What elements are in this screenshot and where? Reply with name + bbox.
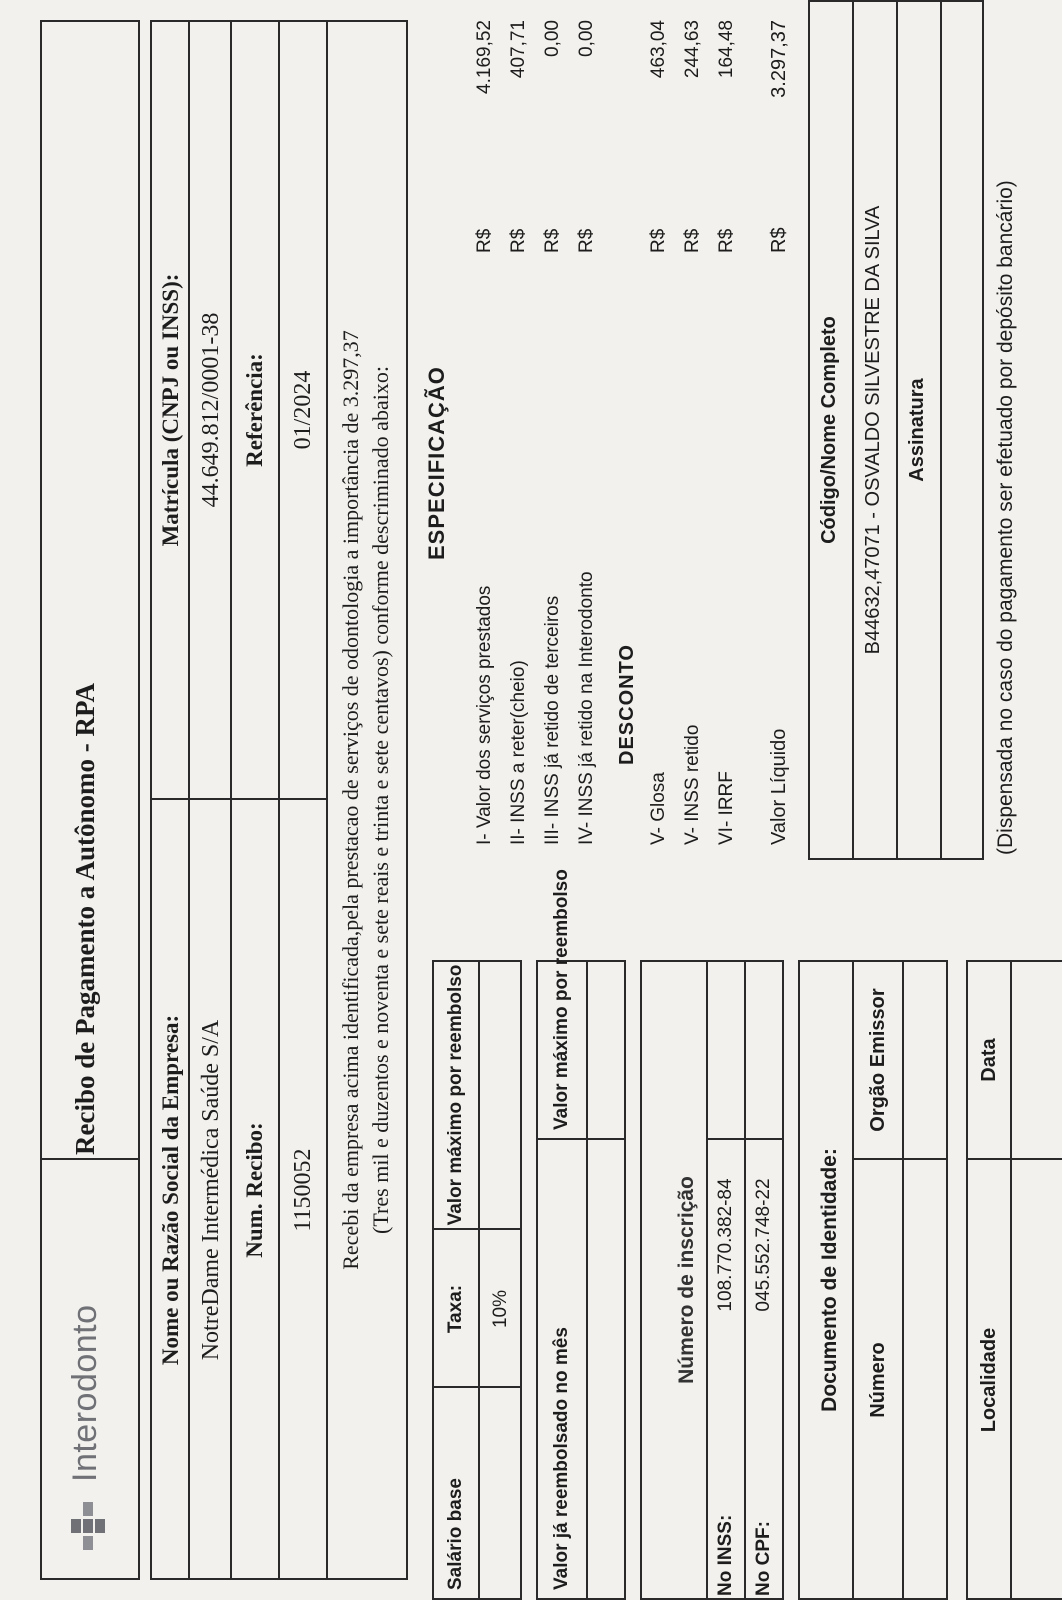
spec-item-label: I- Valor dos serviços prestados	[474, 585, 495, 845]
registration-number-label: Número de inscrição	[675, 1176, 698, 1384]
statement-line-1: Recebi da empresa acima identificada,pela prestacao de serviços de odontologia a importância de 3.297,37	[338, 330, 363, 1270]
discount-item-value: 244,63	[682, 20, 703, 79]
doc-number-label: Número	[867, 1342, 889, 1418]
issuer-label: Orgão Emissor	[867, 988, 889, 1132]
discount-item-label: VI- IRRF	[716, 771, 737, 845]
cpf-label: No CPF:	[753, 1521, 774, 1596]
statement-line-2: (Tres mil e duzentos e noventa e sete reais e trinta e sete centavos) conforme descriminado abaixo:	[368, 366, 393, 1234]
interodonto-logo-icon	[66, 1480, 111, 1550]
spec-item-currency: R$	[542, 228, 563, 253]
spec-item-currency: R$	[576, 228, 597, 253]
company-name: NotreDame Intermédica Saúde S/A	[198, 1019, 224, 1361]
discount-item-label: V- Glosa	[648, 772, 669, 845]
spec-item-label: II- INSS a reter(cheio)	[508, 660, 529, 845]
spec-item-currency: R$	[474, 228, 495, 253]
spec-item-label: IV- INSS já retido na Interodonto	[576, 571, 597, 845]
reference-value: 01/2024	[290, 370, 316, 450]
discount-item-label: V- INSS retido	[682, 724, 703, 845]
rate-label: Taxa:	[445, 1284, 466, 1334]
discount-item-value: 463,04	[648, 20, 669, 79]
locality-label: Localidade	[978, 1327, 1000, 1433]
rate-value: 10%	[490, 1289, 511, 1329]
discount-item-currency: R$	[716, 228, 737, 253]
discount-item-value: 164,48	[716, 20, 737, 79]
brand-logo	[66, 1480, 111, 1550]
company-name-label: Nome ou Razão Social da Empresa:	[158, 1014, 183, 1366]
cpf-number: 045.552.748-22	[753, 1178, 774, 1312]
identity-doc-label: Documento de Identidade:	[818, 1148, 841, 1412]
max-reimbursement-label: Valor máximo por reembolso	[445, 964, 466, 1226]
code-name-value: B44632,47071 - OSVALDO SILVESTRE DA SILVA	[862, 205, 884, 655]
reimbursed-table	[536, 960, 626, 1600]
date-label: Data	[978, 1038, 1000, 1082]
page-title: Recibo de Pagamento a Autônomo - RPA	[70, 683, 100, 1155]
inss-label: No INSS:	[715, 1514, 736, 1596]
spec-item-value: 407,71	[508, 20, 529, 79]
inss-number: 108.770.382-84	[715, 1178, 736, 1312]
discount-title: DESCONTO	[616, 644, 638, 765]
spec-title: ESPECIFICAÇÃO	[424, 366, 449, 560]
company-registration: 44.649.812/0001-38	[198, 312, 224, 508]
brand-name: Interodonto	[66, 1304, 104, 1482]
discount-item-currency: R$	[682, 228, 703, 253]
net-value-label: Valor Líquido	[768, 728, 790, 845]
spec-item-currency: R$	[508, 228, 529, 253]
max-reimbursement-label-2: Valor máximo por reembolso	[551, 869, 572, 1130]
signature-label: Assinatura	[906, 378, 928, 482]
code-name-label: Código/Nome Completo	[818, 316, 840, 544]
receipt-number-label: Num. Recibo:	[242, 1122, 267, 1258]
reference-label: Referência:	[242, 353, 267, 467]
discount-item-currency: R$	[648, 228, 669, 253]
spec-item-value: 4.169,52	[474, 20, 495, 94]
receipt-number: 1150052	[290, 1148, 316, 1232]
spec-item-label: III- INSS já retido de terceiros	[542, 595, 563, 845]
spec-item-value: 0,00	[576, 20, 597, 57]
company-registration-label: Matrícula (CNPJ ou INSS):	[158, 273, 183, 547]
net-value: 3.297,37	[768, 20, 790, 98]
salary-base-label: Salário base	[445, 1478, 466, 1590]
signature-note: (Dispensada no caso do pagamento ser efetuado por depósito bancário)	[994, 180, 1017, 855]
spec-item-value: 0,00	[542, 20, 563, 57]
reimbursed-month-label: Valor já reembolsado no mês	[551, 1327, 572, 1590]
net-value-currency: R$	[768, 227, 790, 253]
